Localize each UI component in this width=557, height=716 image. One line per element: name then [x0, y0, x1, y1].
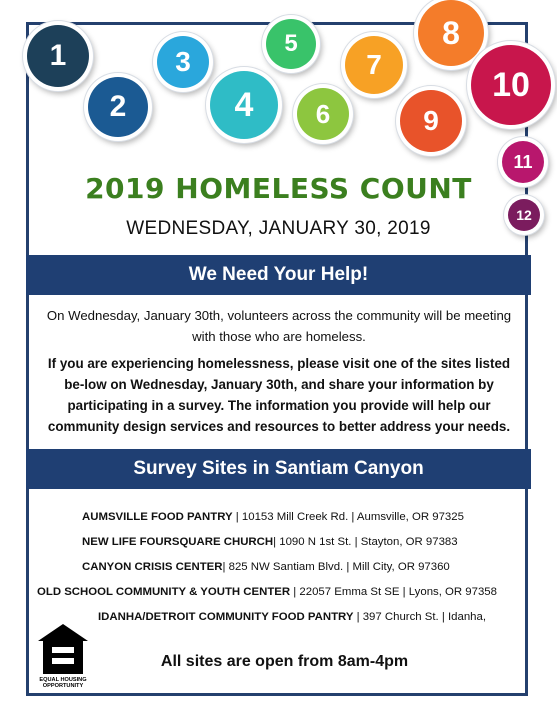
site-name: IDANHA/DETROIT COMMUNITY FOOD PANTRY — [98, 611, 354, 623]
site-name: CANYON CRISIS CENTER — [82, 561, 223, 573]
sites-banner — [26, 449, 531, 489]
site-entry — [37, 586, 497, 598]
number-bubble: 10 — [471, 45, 551, 125]
appeal-paragraph: If you are experiencing homelessness, please visit one of the sites listed be-low on Wednesday, January 30th, and share your information by participating in a survey. The information you provide will help our community design services and resources to better address your needs. — [47, 356, 511, 434]
number-bubble: 7 — [345, 36, 403, 94]
site-entry — [82, 511, 464, 523]
event-date: WEDNESDAY, JANUARY 30, 2019 — [126, 218, 431, 239]
number-bubble: 6 — [297, 88, 349, 140]
site-details: | 22057 Emma St SE | Lyons, OR 97358 — [290, 586, 497, 598]
sites-heading: Survey Sites in Santiam Canyon — [133, 458, 424, 479]
number-bubble: 12 — [508, 199, 540, 231]
number-bubble: 2 — [88, 77, 148, 137]
site-details: | 825 NW Santiam Blvd. | Mill City, OR 97360 — [222, 561, 450, 573]
site-entry — [82, 561, 450, 573]
number-bubble: 4 — [210, 71, 278, 139]
site-entry — [98, 611, 486, 623]
number-bubble: 5 — [266, 19, 316, 69]
number-bubble: 9 — [400, 90, 462, 152]
help-banner — [26, 255, 531, 295]
number-bubble: 11 — [502, 141, 544, 183]
number-bubble: 3 — [157, 36, 209, 88]
site-details: | 10153 Mill Creek Rd. | Aumsville, OR 97325 — [232, 511, 464, 523]
site-name: NEW LIFE FOURSQUARE CHURCH — [82, 536, 274, 548]
site-details: | 397 Church St. | Idanha, — [353, 611, 486, 623]
number-bubble: 8 — [418, 0, 484, 66]
open-hours-note: All sites are open from 8am-4pm — [160, 653, 409, 670]
site-entry — [82, 536, 458, 548]
site-details: | 1090 N 1st St. | Stayton, OR 97383 — [273, 536, 458, 548]
number-bubble: 1 — [27, 25, 89, 87]
help-heading: We Need Your Help! — [188, 264, 369, 285]
intro-paragraph: On Wednesday, January 30th, volunteers across the community will be meeting with those who are homeless. — [46, 308, 512, 344]
equal-housing-text: EQUAL HOUSING OPPORTUNITY — [39, 677, 87, 689]
page-title: 2019 HOMELESS COUNT — [85, 172, 472, 205]
site-name: OLD SCHOOL COMMUNITY & YOUTH CENTER — [37, 586, 291, 598]
site-name: AUMSVILLE FOOD PANTRY — [82, 511, 233, 523]
